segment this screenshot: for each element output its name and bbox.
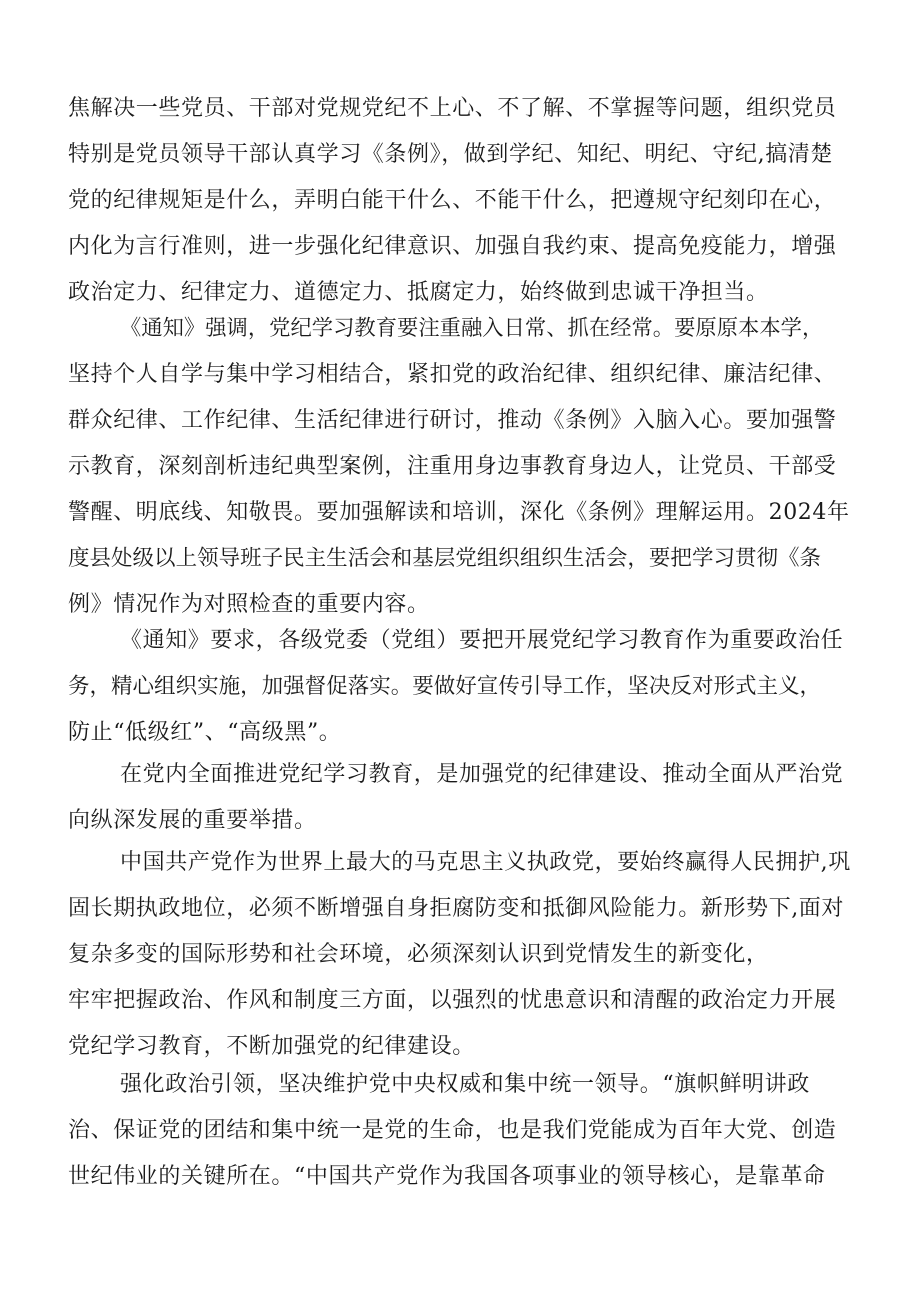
text-line: 中国共产党作为世界上最大的马克思主义执政党，要始终赢得人民拥护,巩 — [120, 850, 851, 875]
text-line: 例》情况作为对照检查的重要内容。 — [68, 592, 430, 617]
text-line: 坚持个人自学与集中学习相结合，紧扣党的政治纪律、组织纪律、廉洁纪律、 — [68, 362, 837, 387]
text-line: 度县处级以上领导班子民主生活会和基层党组织组织生活会，要把学习贯彻《条 — [68, 546, 822, 571]
text-line: 务，精心组织实施，加强督促落实。要做好宣传引导工作，坚决反对形式主义， — [68, 674, 822, 699]
text-line: 牢牢把握政治、作风和制度三方面，以强烈的忧患意识和清醒的政治定力开展 — [68, 988, 837, 1013]
text-line: 警醒、明底线、知敬畏。要加强解读和培训，深化《条例》理解运用。2024年 — [68, 500, 850, 525]
paragraph-6 — [68, 1062, 858, 1200]
text-line: 在党内全面推进党纪学习教育，是加强党的纪律建设、推动全面从严治党 — [120, 762, 844, 787]
text-line: 复杂多变的国际形势和社会环境，必须深刻认识到党情发生的新变化， — [68, 942, 769, 967]
text-line: 《通知》强调，党纪学习教育要注重融入日常、抓在经常。要原原本本学， — [120, 316, 824, 341]
text-line: 世纪伟业的关键所在。“中国共产党作为我国各项事业的领导核心，是靠革命 — [68, 1164, 826, 1189]
text-line: 《通知》要求，各级党委（党组）要把开展党纪学习教育作为重要政治任 — [120, 628, 844, 653]
text-line: 焦解决一些党员、干部对党规党纪不上心、不了解、不掌握等问题，组织党员 — [68, 96, 837, 121]
text-line: 向纵深发展的重要举措。 — [68, 808, 317, 833]
text-line: 特别是党员领导干部认真学习《条例》，做到学纪、知纪、明纪、守纪,搞清楚 — [68, 142, 833, 167]
text-line: 党纪学习教育，不断加强党的纪律建设。 — [68, 1034, 475, 1059]
text-line: 示教育，深刻剖析违纪典型案例，注重用身边事教育身边人，让党员、干部受 — [68, 454, 837, 479]
text-line: 强化政治引领，坚决维护党中央权威和集中统一领导。“旗帜鲜明讲政 — [120, 1072, 810, 1097]
text-line: 政治定力、纪律定力、道德定力、抵腐定力，始终做到忠诚干净担当。 — [68, 280, 769, 305]
text-line: 治、保证党的团结和集中统一是党的生命，也是我们党能成为百年大党、创造 — [68, 1118, 837, 1143]
text-line: 群众纪律、工作纪律、生活纪律进行研讨，推动《条例》入脑入心。要加强警 — [68, 408, 837, 433]
paragraph-4 — [68, 752, 858, 844]
text-line: 固长期执政地位，必须不断增强自身拒腐防变和抵御风险能力。新形势下,面对 — [68, 896, 844, 921]
text-line: 防止“低级红”、“高级黑”。 — [68, 720, 342, 745]
text-line: 党的纪律规矩是什么，弄明白能干什么、不能干什么，把遵规守纪刻印在心， — [68, 188, 837, 213]
text-line: 内化为言行准则，进一步强化纪律意识、加强自我约束、提高免疫能力，增强 — [68, 234, 837, 259]
paragraph-1 — [68, 86, 858, 316]
paragraph-3 — [68, 618, 858, 756]
paragraph-5 — [68, 840, 858, 1070]
